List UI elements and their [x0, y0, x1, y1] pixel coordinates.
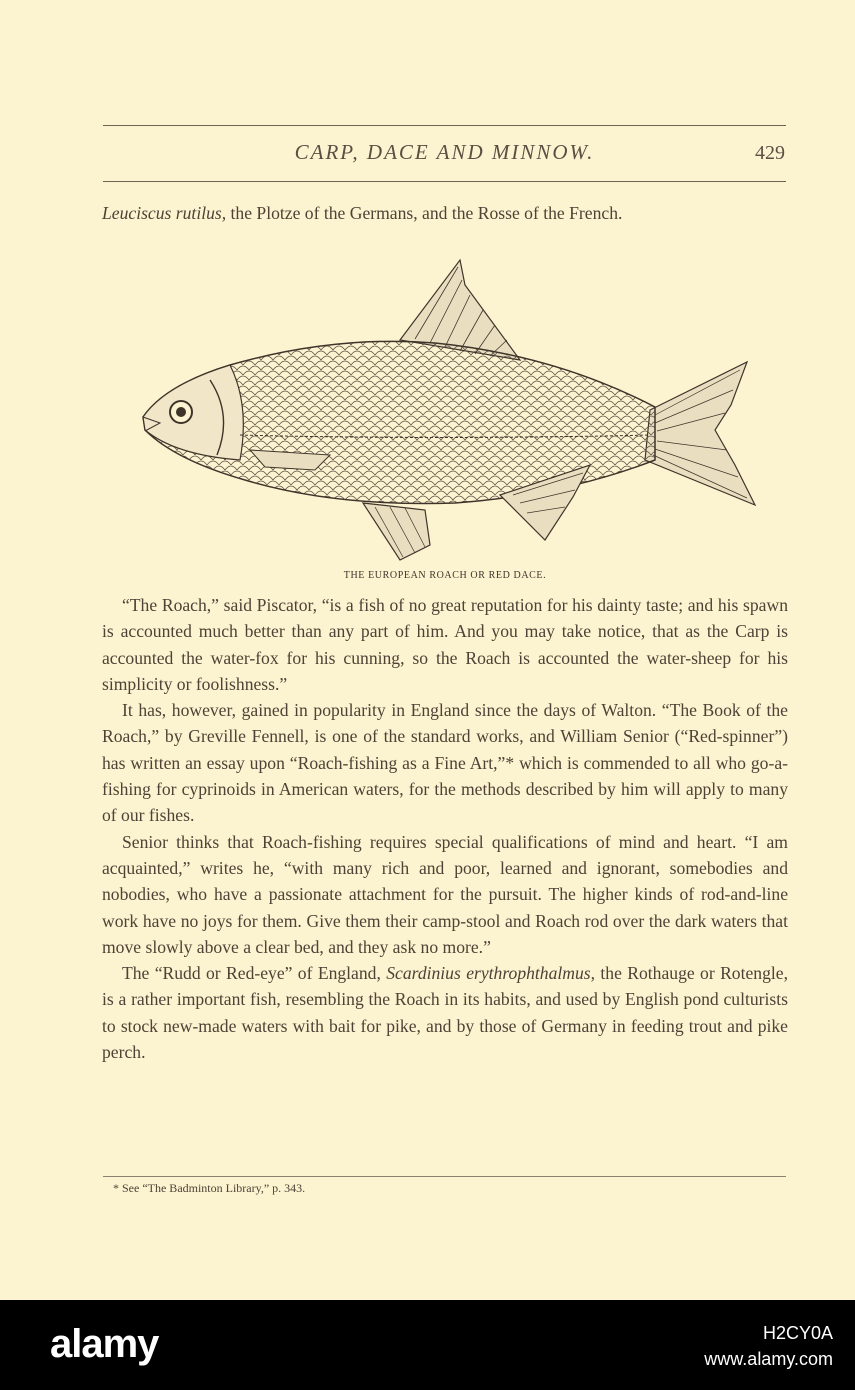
brand-logo: alamy [50, 1322, 159, 1366]
tail-fin [645, 362, 755, 505]
paragraph-4 [102, 960, 788, 1065]
paragraph-3: Senior thinks that Roach-fishing requires special qualifications of mind and heart. “I am acquainted,” writes he, “with many rich and poor, learned and ignorant, somebodies and nobodies, who have a passionate attachment for the pursuit. The higher kinds of rod-and-line work have no joys for them. Give them their camp-stool and Roach rod over the dark waters that move slowly above a clear bed, and they ask no more.” [102, 831, 788, 957]
image-code: H2CY0A [762, 1323, 833, 1343]
watermark-banner [0, 1300, 855, 1390]
paragraph-4-end: the Rothauge or Rotengle, is a rather important fish, resembling the Roach in its habits, and used by English pond culturists to stock new-made waters with bait for pike, and by those of Germany in feeding trout and pike perch. [102, 963, 788, 1063]
footnote: * See “The Badminton Library,” p. 343. [113, 1181, 306, 1195]
roach-fish-illustration [135, 255, 765, 570]
body-text [102, 592, 788, 1065]
running-title: CARP, DACE AND MINNOW. [294, 140, 595, 164]
paragraph-4-latin: Scardinius erythrophthalmus, [386, 963, 596, 984]
intro-text: the Plotze of the Germans, and the Rosse of the French. [226, 203, 623, 223]
site-url: www.alamy.com [704, 1349, 833, 1369]
intro-paragraph [102, 200, 788, 226]
page-number: 429 [755, 142, 785, 164]
pelvic-fin [363, 503, 430, 560]
figure-caption: THE EUROPEAN ROACH OR RED DACE. [343, 570, 547, 581]
fish-head [143, 365, 243, 460]
paragraph-2: It has, however, gained in popularity in England since the days of Walton. “The Book of the Roach,” by Greville Fennell, is one of the standard works, and William Senior (“Red-spinner”) has written an essay upon “Roach-fishing as a Fine Art,”* which is commended to all who go-a-fishing for cyprinoids in American waters, for the methods described by him will apply to many of our fishes. [102, 700, 788, 826]
header-rule-top [103, 125, 786, 126]
paragraph-1: “The Roach,” said Piscator, “is a fish of no great reputation for his dainty taste; and his spawn is accounted much better than any part of him. And you may take notice, that as the Carp is accounted the water-fox for his cunning, so the Roach is accounted the water-sheep for his simplicity or foolishness.” [102, 595, 788, 694]
header-rule-bottom [103, 181, 786, 182]
footnote-rule [103, 1176, 786, 1177]
image-id [704, 1320, 833, 1372]
latin-name: Leuciscus rutilus, [102, 203, 227, 223]
paragraph-4-start: The “Rudd or Red-eye” of England, [122, 963, 387, 984]
